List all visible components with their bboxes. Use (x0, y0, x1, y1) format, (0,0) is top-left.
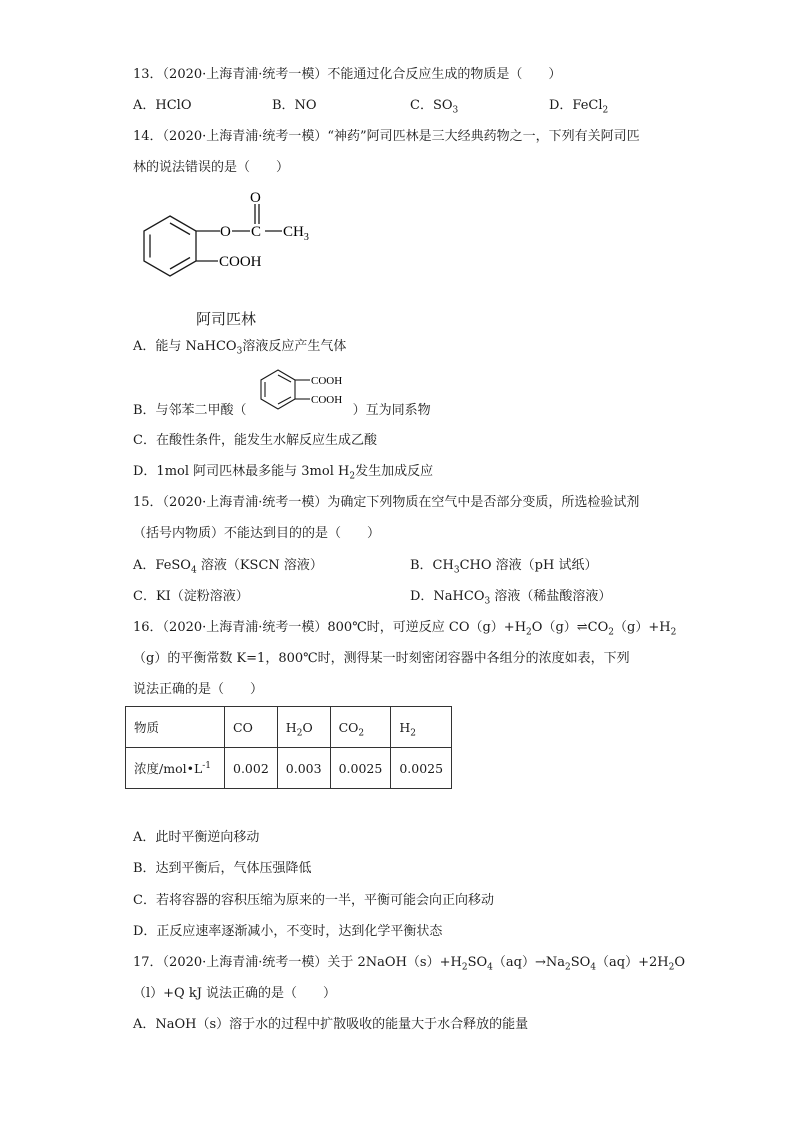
q15-option-b: B．$CH_3CHO$ 溶液（pH 试纸） (410, 558, 598, 576)
table-cell: 0.0025 (391, 748, 452, 789)
q16-stem-line2: （g）的平衡常数 K=1，800℃时，测得某一时刻密闭容器中各组分的浓度如表，下列 (133, 651, 630, 666)
table-cell: 0.003 (277, 748, 330, 789)
q14-option-a: A．能与 NaHCO$_3$溶液反应产生气体 (133, 339, 347, 357)
q16-option-c: C．若将容器的容积压缩为原来的一半，平衡可能会向正向移动 (133, 893, 494, 908)
q17-option-a: A．NaOH（s）溶于水的过程中扩散吸收的能量大于水合释放的能量 (133, 1017, 529, 1032)
q14-stem-line1: 14．（2020·上海青浦·统考一模）“神药”阿司匹林是三大经典药物之一，下列有关阿司匹 (133, 129, 640, 144)
q16-option-a: A．此时平衡逆向移动 (133, 830, 260, 845)
q16-option-b: B．达到平衡后，气体压强降低 (133, 861, 312, 876)
aspirin-cooh: COOH (219, 254, 262, 270)
q14-option-c: C．在酸性条件，能发生水解反应生成乙酸 (133, 433, 377, 448)
table-row-label: 浓度$/mol•L^{-1}$ (126, 748, 225, 789)
aspirin-ester-o: O (220, 224, 231, 240)
table-header-cell: $H_2$ (391, 707, 452, 748)
q15-option-c: C．KI（淀粉溶液） (133, 589, 249, 604)
q13-option-b: B．NO (272, 98, 317, 113)
q14-option-d: D．1mol 阿司匹林最多能与 3mol $H_2$发生加成反应 (133, 464, 434, 482)
q14-option-b: B．与邻苯二甲酸（ ）互为同系物 (133, 403, 431, 418)
q17-stem-line2: （l）+Q kJ 说法正确的是（ ） (133, 986, 337, 1001)
q13-option-d: D．FeCl$_2$ (549, 98, 609, 116)
phthalic-cooh-bottom: COOH (311, 394, 343, 406)
q13-stem: 13．（2020·上海青浦·统考一模）不能通过化合反应生成的物质是（ ） (133, 67, 562, 82)
phthalic-cooh-top: COOH (311, 375, 343, 387)
table-cell: 0.002 (225, 748, 278, 789)
phthalic-acid-structure (250, 364, 358, 416)
q17-stem-line1: 17．（2020·上海青浦·统考一模）关于 $2NaOH(s)+H_2SO_4(aq)\to Na_2SO_4(aq)+2H_2O$ (133, 955, 685, 973)
aspirin-ch3: $CH_3$ (283, 224, 309, 243)
q13-option-a: A．HClO (133, 98, 192, 113)
q14-stem-line2: 林的说法错误的是（ ） (133, 160, 290, 175)
q15-option-a: A．FeSO$_4$ 溶液（KSCN 溶液） (133, 558, 323, 576)
q15-option-d: D．NaHCO$_3$ 溶液（稀盐酸溶液） (410, 589, 612, 607)
aspirin-structure (130, 188, 330, 283)
table-header-cell: $H_2O$ (277, 707, 330, 748)
table-header-row (126, 707, 452, 748)
aspirin-carbonyl-o: O (250, 190, 261, 206)
aspirin-name: 阿司匹林 (196, 310, 257, 328)
table-row (126, 748, 452, 789)
concentration-table (125, 706, 452, 789)
table-header-cell: CO (225, 707, 278, 748)
table-header-cell: 物质 (126, 707, 225, 748)
q15-stem-line2: （括号内物质）不能达到目的的是（ ） (133, 526, 381, 541)
q13-option-c: C．$SO_3$ (410, 98, 459, 116)
table-header-cell: $CO_2$ (330, 707, 391, 748)
q16-stem-line3: 说法正确的是（ ） (133, 682, 264, 697)
q15-stem-line1: 15．（2020·上海青浦·统考一模）为确定下列物质在空气中是否部分变质，所选检验试剂 (133, 495, 640, 510)
aspirin-carbon: C (251, 224, 262, 240)
q16-stem-line1: 16．（2020·上海青浦·统考一模）800℃时，可逆反应 $CO(g)+H_2O(g)\rightleftharpoons CO_2(g)+H_2$ (133, 620, 677, 638)
q16-option-d: D．正反应速率逐渐减小，不变时，达到化学平衡状态 (133, 924, 443, 939)
table-cell: 0.0025 (330, 748, 391, 789)
